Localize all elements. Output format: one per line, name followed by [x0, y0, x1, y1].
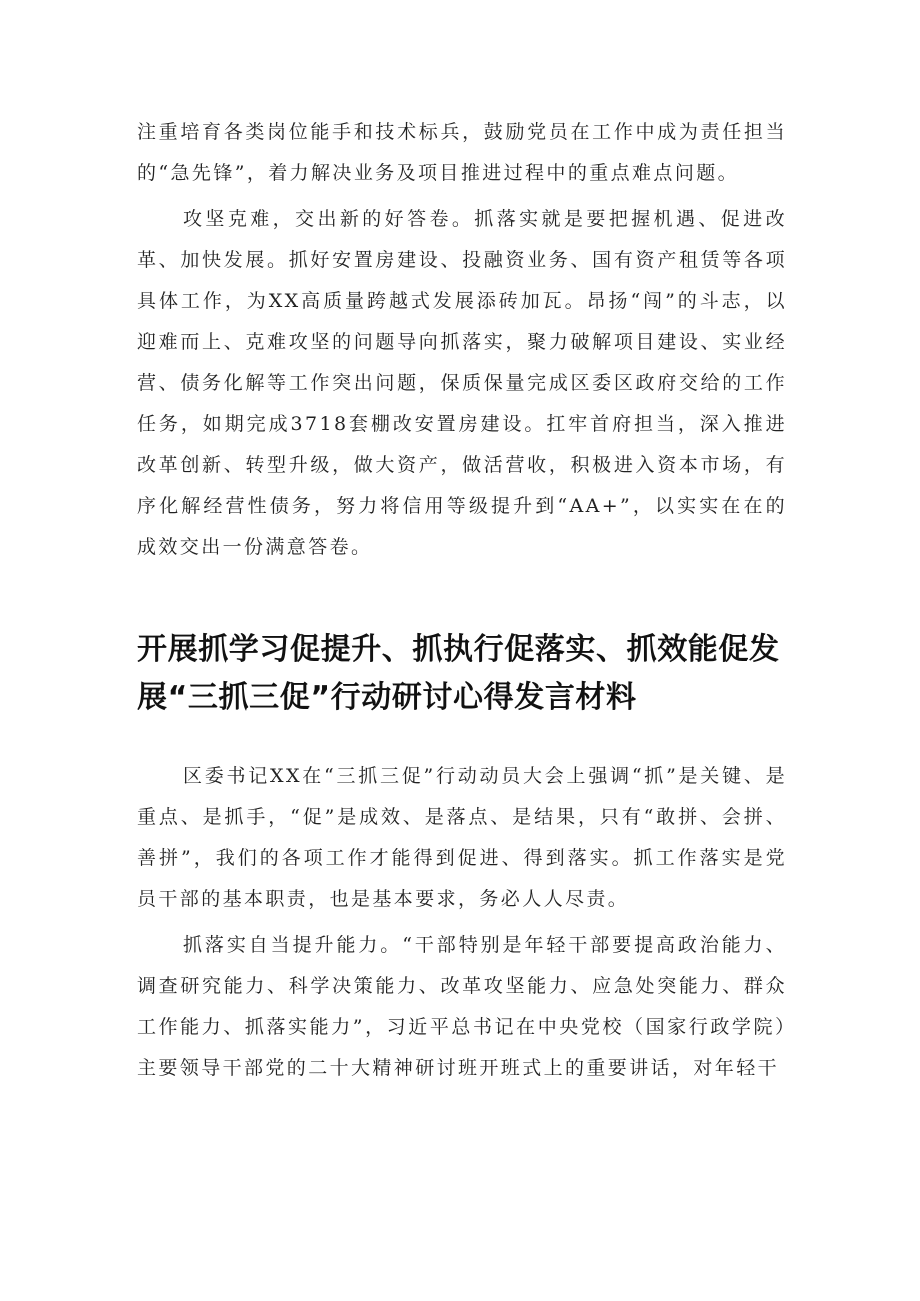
paragraph-intro: 区委书记XX在“三抓三促”行动动员大会上强调“抓”是关键、是重点、是抓手，“促”是成效、是落点、是结果，只有“敢拼、会拼、善拼”，我们的各项工作才能得到促进、得到落实。抓工作落实是党员干部的基本职责，也是基本要求，务必人人尽责。 [137, 765, 787, 910]
paragraph-continued: 注重培育各类岗位能手和技术标兵，鼓励党员在工作中成为责任担当的“急先锋”，着力解决业务及项目推进过程中的重点难点问题。 [137, 121, 787, 184]
paragraph-gongjian: 攻坚克难，交出新的好答卷。抓落实就是要把握机遇、促进改革、加快发展。抓好安置房建设、投融资业务、国有资产租赁等各项具体工作，为XX高质量跨越式发展添砖加瓦。昂扬“闯”的斗志，以迎难而上、克难攻坚的问题导向抓落实，聚力破解项目建设、实业经营、债务化解等工作突出问题，保质保量完成区委区政府交给的工作任务，如期完成3718套棚改安置房建设。扛牢首府担当，深入推进改革创新、转型升级，做大资产，做活营收，积极进入资本市场，有序化解经营性债务，努力将信用等级提升到“AA+”，以实实在在的成效交出一份满意答卷。 [137, 208, 787, 558]
document-body [137, 112, 787, 1089]
section-title: 开展抓学习促提升、抓执行促落实、抓效能促发展“三抓三促”行动研讨心得发言材料 [137, 632, 780, 715]
paragraph-nengli: 抓落实自当提升能力。“干部特别是年轻干部要提高政治能力、调查研究能力、科学决策能力、改革攻坚能力、应急处突能力、群众工作能力、抓落实能力”，习近平总书记在中央党校（国家行政学院）主要领导干部党的二十大精神研讨班开班式上的重要讲话，对年轻干 [137, 934, 787, 1079]
